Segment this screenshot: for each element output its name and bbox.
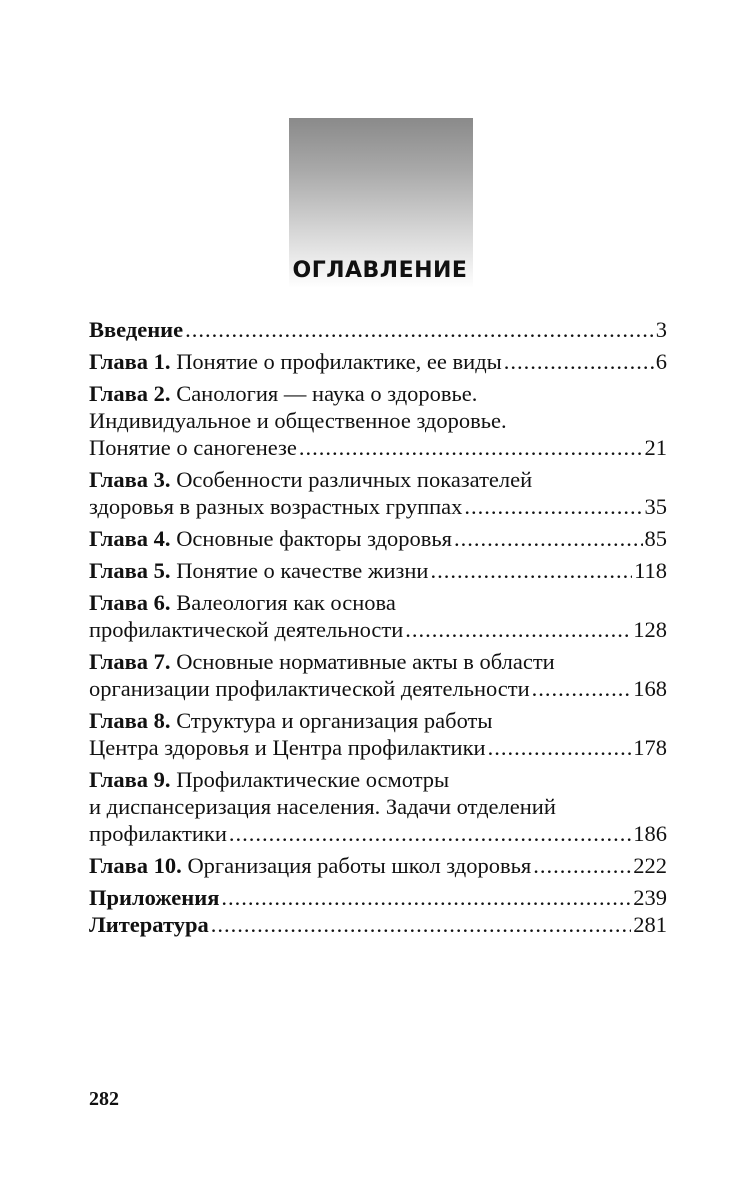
toc-page-number: 85 [644,526,667,551]
toc-entry-chapter-1[interactable] [89,348,667,375]
toc-title-line: Структура и организация работы [176,708,493,733]
leader-dots [299,434,643,461]
toc-entry-chapter-3[interactable] [89,466,667,520]
toc-entry-chapter-4[interactable] [89,525,667,552]
leader-dots [504,348,654,375]
leader-dots [221,884,631,911]
leader-dots [488,734,632,761]
toc-page-number: 3 [655,317,667,342]
toc-entry-chapter-2[interactable] [89,380,667,461]
toc-title-line: и диспансеризация населения. Задачи отделений [89,794,556,819]
toc-title-line: Понятие о профилактике, ее виды [176,349,502,374]
toc-entry-chapter-9[interactable] [89,766,667,847]
toc-title-line: Профилактические осмотры [176,767,450,792]
toc-chapter-label: Глава 5. [89,558,171,583]
toc-chapter-label: Глава 2. [89,381,171,406]
leader-dots [430,557,632,584]
toc-entry-chapter-10[interactable] [89,852,667,879]
toc-page-number: 281 [633,912,667,937]
toc-page-number: 128 [633,617,667,642]
toc-title-line: Валеология как основа [176,590,396,615]
toc-entry-chapter-6[interactable] [89,589,667,643]
toc-title-line: Понятие о саногенезе [89,435,297,460]
toc-chapter-label: Глава 8. [89,708,171,733]
toc-entry-label: Приложения [89,885,220,910]
toc-title-line: профилактики [89,821,227,846]
leader-dots [211,911,632,938]
leader-dots [464,493,642,520]
toc-entry-appendix[interactable] [89,884,667,911]
toc-chapter-label: Глава 6. [89,590,171,615]
toc-page-number: 222 [633,853,667,878]
toc-page-number: 186 [633,821,667,846]
toc-title-line: Индивидуальное и общественное здоровье. [89,408,507,433]
toc-entry-label: Введение [89,317,184,342]
leader-dots [533,852,631,879]
leader-dots [532,675,632,702]
toc-title-line: Основные нормативные акты в области [176,649,555,674]
toc-title-line: Организация работы школ здоровья [187,853,532,878]
toc-entry-chapter-8[interactable] [89,707,667,761]
toc-entry-chapter-7[interactable] [89,648,667,702]
toc-page-number: 21 [644,435,667,460]
toc-title-line: здоровья в разных возрастных группах [89,494,463,519]
toc-page-number: 6 [655,349,667,374]
leader-dots [185,316,654,343]
toc-page-number: 118 [634,558,667,583]
toc-page-number: 239 [633,885,667,910]
toc-entry-intro[interactable] [89,316,667,343]
toc-chapter-label: Глава 3. [89,467,171,492]
leader-dots [405,616,631,643]
toc-title-line: Особенности различных показателей [176,467,533,492]
toc-chapter-label: Глава 9. [89,767,171,792]
toc-page-number: 178 [633,735,667,760]
leader-dots [454,525,643,552]
toc-title-line: Понятие о качестве жизни [176,558,429,583]
leader-dots [229,820,631,847]
toc-chapter-label: Глава 4. [89,526,171,551]
toc-title-line: Санология — наука о здоровье. [176,381,478,406]
toc-entry-chapter-5[interactable] [89,557,667,584]
toc-title-line: профилактической деятельности [89,617,404,642]
toc-title-line: организации профилактической деятельности [89,676,530,701]
table-of-contents [89,316,667,943]
page-number: 282 [89,1088,119,1110]
toc-title-line: Центра здоровья и Центра профилактики [89,735,486,760]
page-title: ОГЛАВЛЕНИЕ [292,258,468,283]
toc-chapter-label: Глава 7. [89,649,171,674]
toc-entry-label: Литература [89,912,209,937]
toc-chapter-label: Глава 1. [89,349,171,374]
toc-page-number: 168 [633,676,667,701]
toc-title-line: Основные факторы здоровья [176,526,452,551]
toc-page-number: 35 [644,494,667,519]
toc-chapter-label: Глава 10. [89,853,182,878]
toc-entry-literature[interactable] [89,911,667,938]
